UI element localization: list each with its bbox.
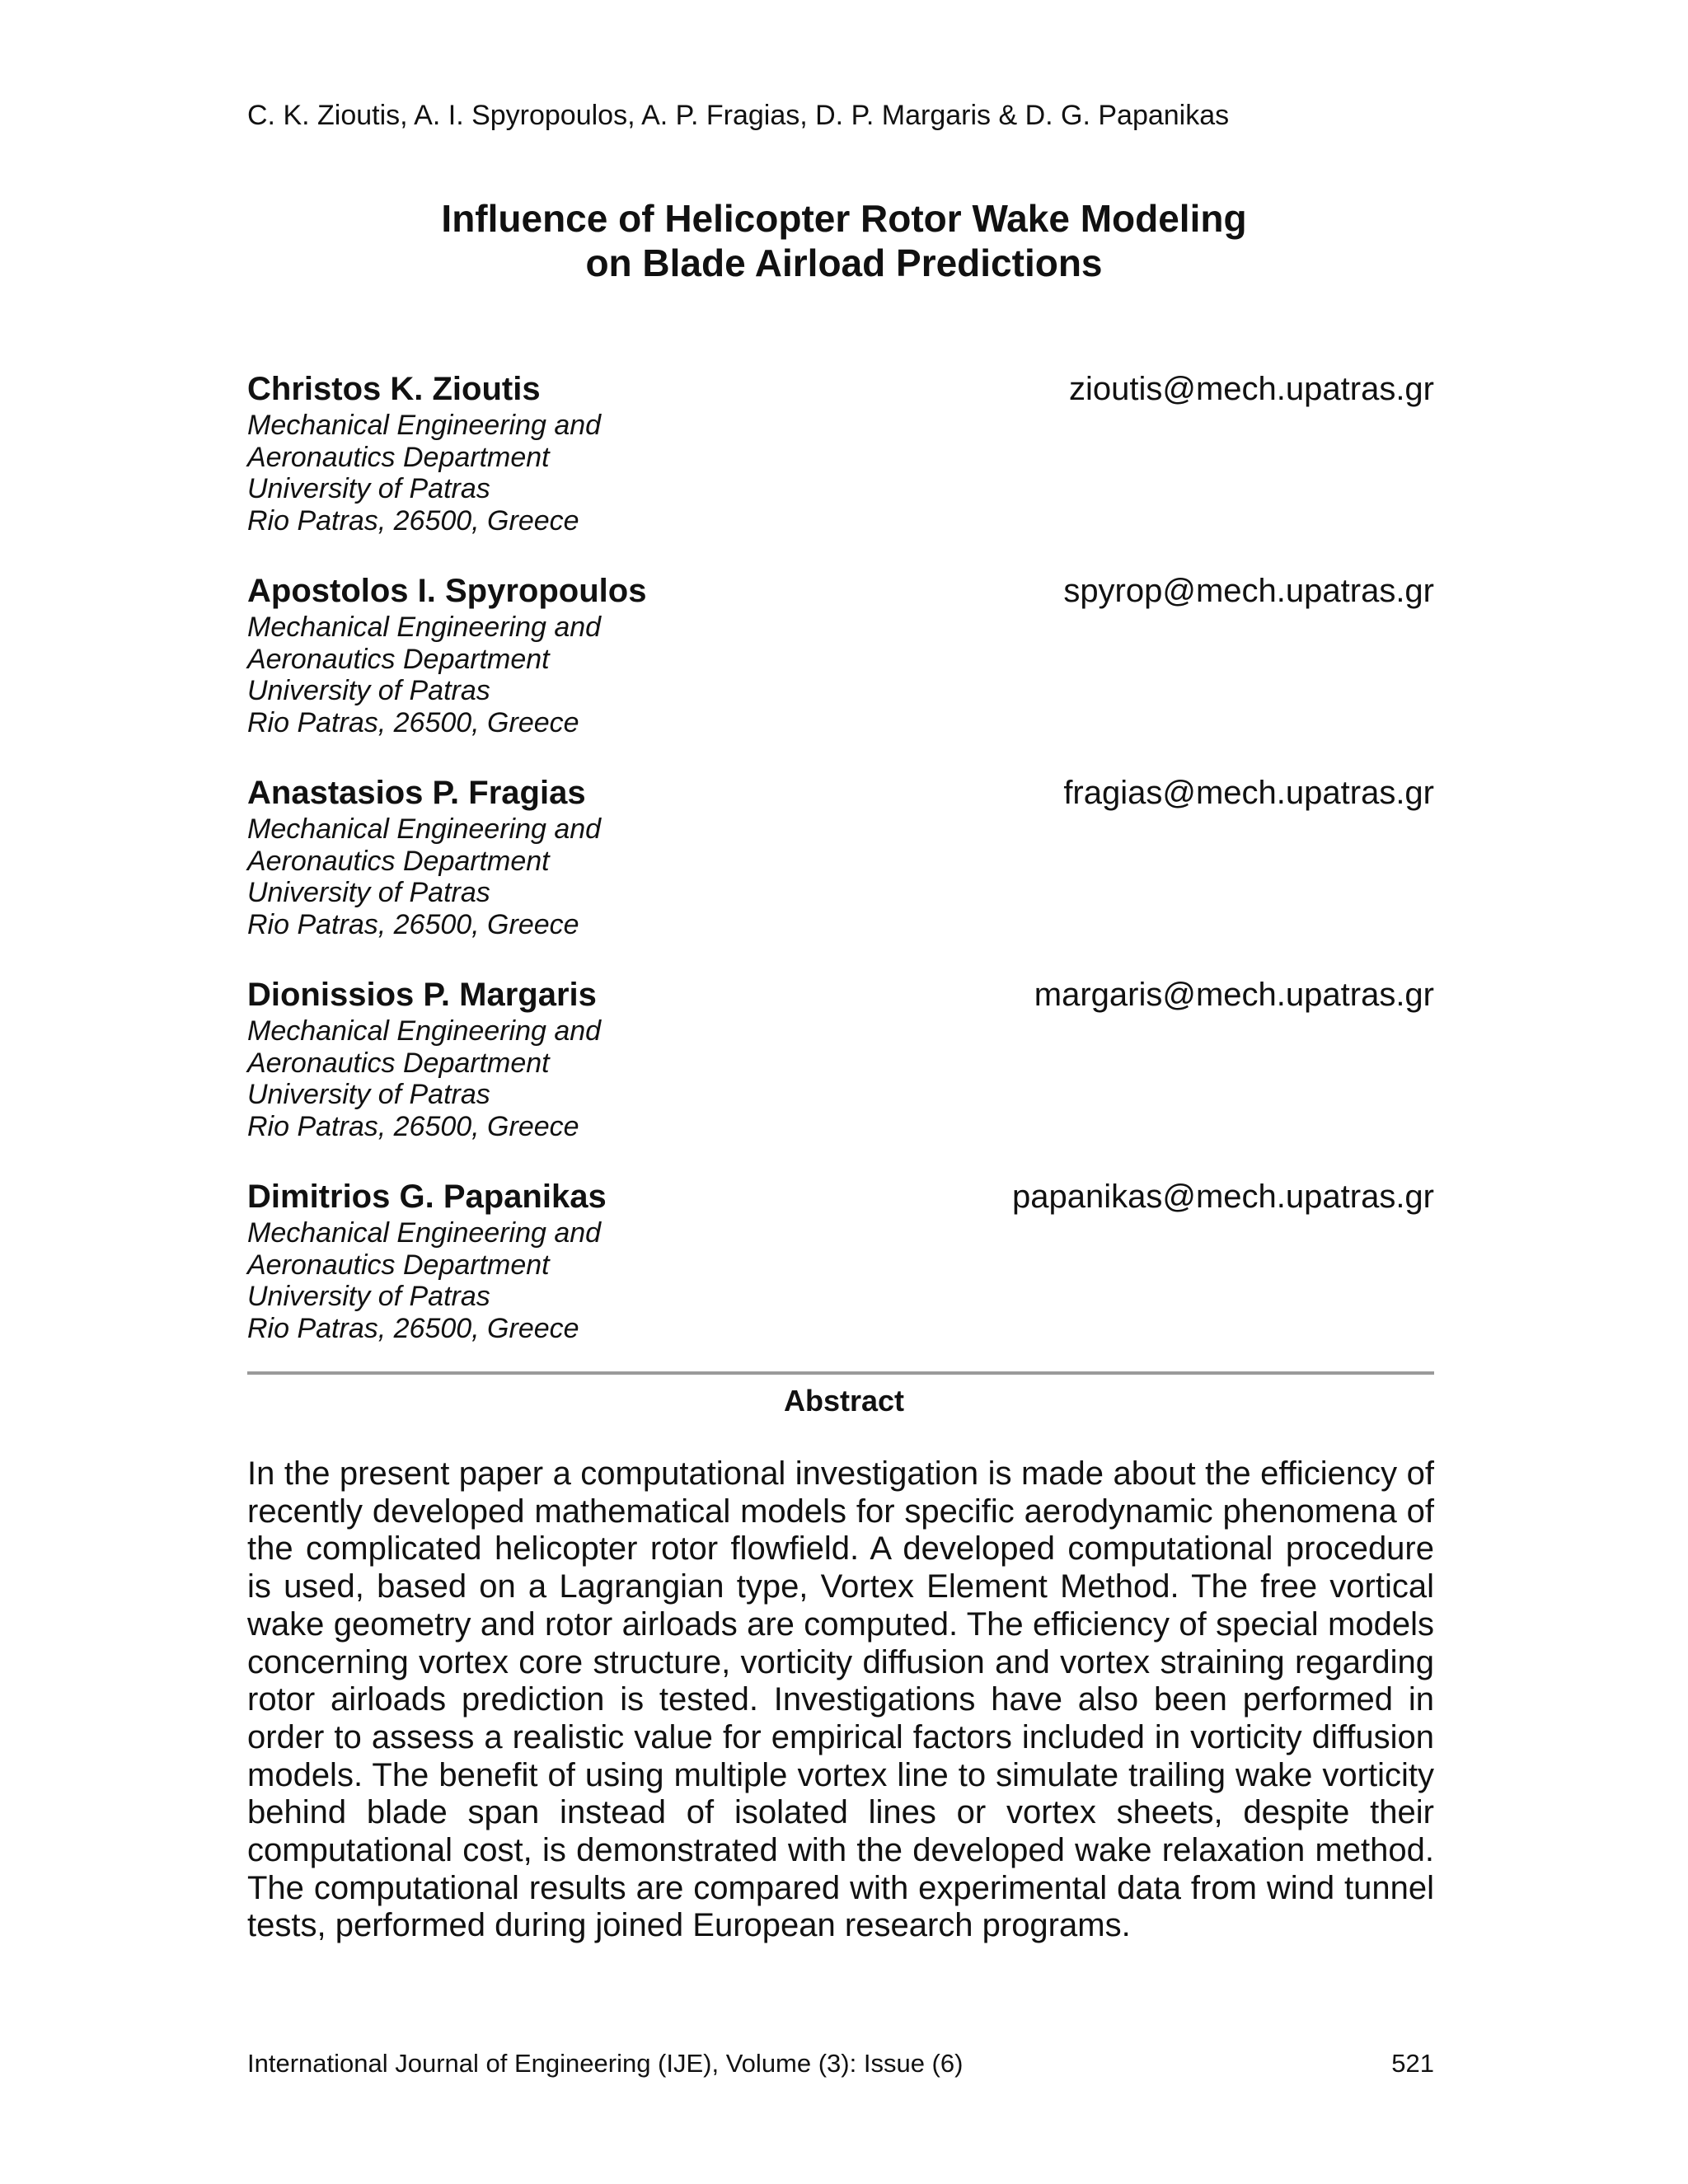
author-name: Dionissios P. Margaris bbox=[247, 977, 597, 1013]
abstract-line: concerning vortex core structure, vorticity diffusion and vortex straining regarding bbox=[247, 1643, 1434, 1680]
affiliation-line: Aeronautics Department bbox=[247, 1249, 550, 1281]
abstract-line: the complicated helicopter rotor flowfield. A developed computational procedure bbox=[247, 1530, 1434, 1568]
abstract-line: wake geometry and rotor airloads are computed. The efficiency of special models bbox=[247, 1605, 1434, 1643]
abstract-body bbox=[247, 1455, 1434, 1945]
page-footer bbox=[247, 2047, 1434, 2080]
running-header: C. K. Zioutis, A. I. Spyropoulos, A. P. Fragias, D. P. Margaris & D. G. Papanikas bbox=[247, 100, 1230, 131]
author-email[interactable]: zioutis@mech.upatras.gr bbox=[1068, 371, 1434, 407]
abstract-line: order to assess a realistic value for empirical factors included in vorticity diffusion bbox=[247, 1718, 1434, 1755]
section-divider bbox=[247, 1371, 1434, 1375]
affiliation-line: Rio Patras, 26500, Greece bbox=[247, 1312, 579, 1344]
author-email[interactable]: margaris@mech.upatras.gr bbox=[1034, 977, 1434, 1013]
affiliation-line: Aeronautics Department bbox=[247, 845, 550, 877]
author-name: Christos K. Zioutis bbox=[247, 371, 541, 407]
author-name: Apostolos I. Spyropoulos bbox=[247, 573, 647, 609]
author-block bbox=[247, 772, 1434, 940]
affiliation-line: University of Patras bbox=[247, 1079, 490, 1110]
author-email[interactable]: papanikas@mech.upatras.gr bbox=[1012, 1179, 1434, 1215]
affiliation-line: Rio Patras, 26500, Greece bbox=[247, 504, 579, 537]
page-number: 521 bbox=[1391, 2049, 1434, 2078]
author-block bbox=[247, 1176, 1434, 1344]
affiliation-line: Rio Patras, 26500, Greece bbox=[247, 908, 579, 940]
abstract-line: behind blade span instead of isolated lines or vortex sheets, despite their bbox=[247, 1794, 1434, 1831]
abstract-line: In the present paper a computational investigation is made about the efficiency of bbox=[247, 1455, 1434, 1492]
affiliation-line: Rio Patras, 26500, Greece bbox=[247, 1110, 579, 1142]
affiliation-line: University of Patras bbox=[247, 877, 490, 908]
author-name: Dimitrios G. Papanikas bbox=[247, 1179, 607, 1215]
abstract-line: tests, performed during joined European research programs. bbox=[247, 1907, 1131, 1944]
affiliation-line: Mechanical Engineering and bbox=[247, 410, 602, 441]
journal-citation: International Journal of Engineering (IJE), Volume (3): Issue (6) bbox=[247, 2049, 964, 2078]
affiliation-line: University of Patras bbox=[247, 1281, 490, 1312]
abstract-heading: Abstract bbox=[783, 1384, 905, 1418]
affiliation-line: Mechanical Engineering and bbox=[247, 1217, 602, 1249]
author-name: Anastasios P. Fragias bbox=[247, 775, 586, 811]
title-line-1: Influence of Helicopter Rotor Wake Modeling bbox=[441, 197, 1247, 240]
author-block bbox=[247, 974, 1434, 1142]
affiliation-line: Rio Patras, 26500, Greece bbox=[247, 706, 579, 738]
affiliation-line: Mechanical Engineering and bbox=[247, 813, 602, 845]
title-line-2: on Blade Airload Predictions bbox=[585, 241, 1103, 284]
author-block bbox=[247, 570, 1434, 738]
abstract-line: models. The benefit of using multiple vortex line to simulate trailing wake vorticity bbox=[247, 1756, 1434, 1793]
affiliation-line: University of Patras bbox=[247, 473, 490, 504]
affiliation-line: Mechanical Engineering and bbox=[247, 1015, 602, 1047]
affiliation-line: Aeronautics Department bbox=[247, 643, 550, 675]
affiliation-line: University of Patras bbox=[247, 675, 490, 706]
author-email[interactable]: spyrop@mech.upatras.gr bbox=[1063, 573, 1434, 609]
paper-title bbox=[0, 196, 1688, 285]
affiliation-line: Aeronautics Department bbox=[247, 441, 550, 473]
abstract-line: is used, based on a Lagrangian type, Vortex Element Method. The free vortical bbox=[247, 1568, 1434, 1605]
author-block bbox=[247, 368, 1434, 537]
author-email[interactable]: fragias@mech.upatras.gr bbox=[1063, 775, 1434, 811]
abstract-line: rotor airloads prediction is tested. Investigations have also been performed in bbox=[247, 1681, 1434, 1718]
abstract-line: computational cost, is demonstrated with the developed wake relaxation method. bbox=[247, 1832, 1434, 1869]
affiliation-line: Aeronautics Department bbox=[247, 1047, 550, 1079]
abstract-line: recently developed mathematical models for specific aerodynamic phenomena of bbox=[247, 1493, 1434, 1530]
affiliation-line: Mechanical Engineering and bbox=[247, 612, 602, 643]
abstract-line: The computational results are compared with experimental data from wind tunnel bbox=[247, 1869, 1434, 1906]
